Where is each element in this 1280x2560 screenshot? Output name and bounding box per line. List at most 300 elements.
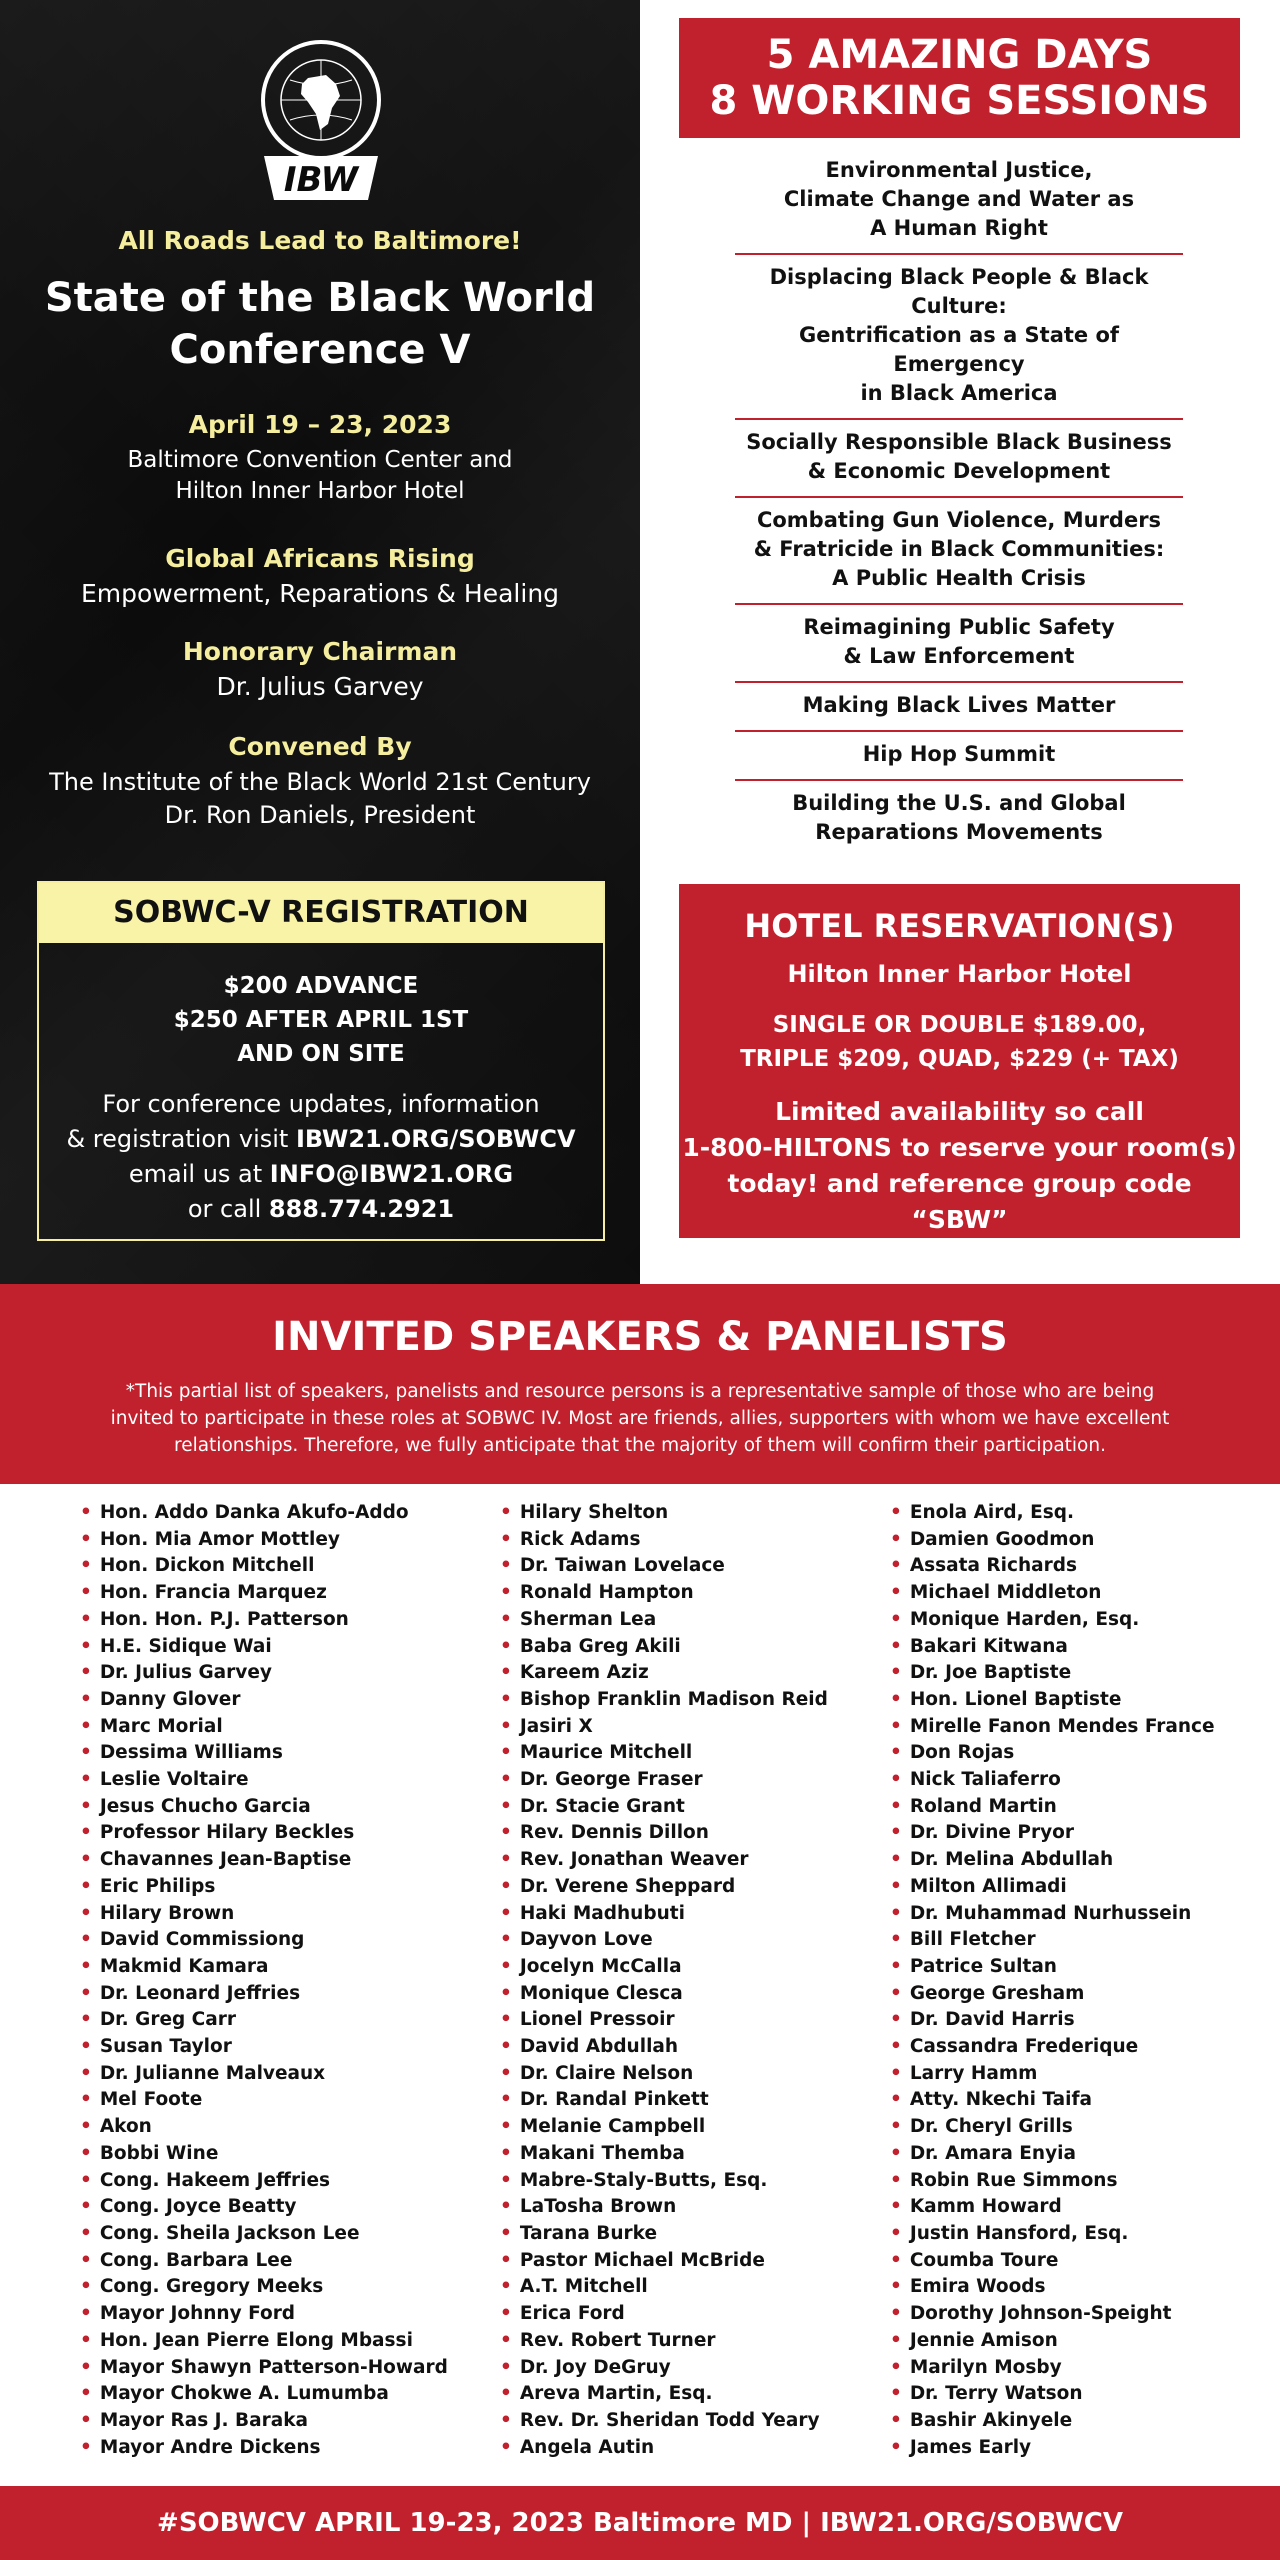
speaker-name: Cong. Sheila Jackson Lee <box>99 2222 360 2244</box>
bullet-icon: • <box>500 2329 512 2351</box>
registration-phone[interactable]: 888.774.2921 <box>268 1195 455 1223</box>
speaker-list-item <box>500 1954 828 1981</box>
speaker-list-item <box>500 1981 828 2008</box>
speaker-list-item <box>80 1687 448 1714</box>
bullet-icon: • <box>80 1528 92 1550</box>
bullet-icon: • <box>500 2383 512 2405</box>
speakers-column-3 <box>890 1500 1215 2461</box>
speaker-name: Damien Goodmon <box>909 1528 1095 1550</box>
speaker-list-item <box>80 2061 448 2088</box>
speaker-list-item <box>890 1927 1215 1954</box>
speaker-name: Makmid Kamara <box>99 1955 269 1977</box>
speaker-name: David Commissiong <box>99 1929 305 1951</box>
bullet-icon: • <box>80 1769 92 1791</box>
speaker-name: Dr. George Fraser <box>519 1769 703 1791</box>
speaker-name: Milton Allimadi <box>909 1875 1067 1897</box>
speaker-list-item <box>500 2061 828 2088</box>
hotel-heading: HOTEL RESERVATION(S) <box>744 907 1175 945</box>
bullet-icon: • <box>500 2116 512 2138</box>
speaker-name: Mabre-Staly-Butts, Esq. <box>519 2169 768 2191</box>
speaker-name: Bishop Franklin Madison Reid <box>519 1688 828 1710</box>
speaker-list-item <box>80 1874 448 1901</box>
bullet-icon: • <box>890 1795 902 1817</box>
bullet-icon: • <box>80 2356 92 2378</box>
hotel-call-info: Limited availability so call 1-800-HILTONS to reserve your room(s) today! and reference group code “SBW” <box>682 1097 1237 1234</box>
bullet-icon: • <box>500 1929 512 1951</box>
bullet-icon: • <box>500 2036 512 2058</box>
bullet-icon: • <box>80 1929 92 1951</box>
speaker-list-item <box>890 1553 1215 1580</box>
convened-heading: Convened By <box>228 732 412 761</box>
speaker-name: Dr. Verene Sheppard <box>519 1875 736 1897</box>
speaker-list-item <box>500 1820 828 1847</box>
speaker-name: Kareem Aziz <box>519 1662 649 1684</box>
bullet-icon: • <box>890 2169 902 2191</box>
hotel-name: Hilton Inner Harbor Hotel <box>787 960 1132 988</box>
speaker-name: Dr. Julius Garvey <box>99 1662 272 1684</box>
speaker-list-item <box>500 1553 828 1580</box>
speaker-list-item <box>500 1580 828 1607</box>
bullet-icon: • <box>80 1875 92 1897</box>
speaker-list-item <box>890 2168 1215 2195</box>
speaker-name: Atty. Nkechi Taifa <box>909 2089 1093 2111</box>
speaker-list-item <box>80 2141 448 2168</box>
speaker-list-item <box>500 2355 828 2382</box>
bullet-icon: • <box>80 1662 92 1684</box>
speaker-name: Mayor Johnny Ford <box>99 2303 296 2325</box>
bullet-icon: • <box>500 1555 512 1577</box>
speakers-column-1 <box>80 1500 448 2461</box>
hotel-reservation-box <box>679 884 1240 1238</box>
speakers-header <box>0 1284 1280 1484</box>
speaker-list-item <box>890 1820 1215 1847</box>
bullet-icon: • <box>890 2222 902 2244</box>
speaker-list-item <box>890 2141 1215 2168</box>
bullet-icon: • <box>80 2436 92 2458</box>
bullet-icon: • <box>500 2409 512 2431</box>
speaker-list-item <box>80 2007 448 2034</box>
speaker-name: Erica Ford <box>519 2303 625 2325</box>
bullet-icon: • <box>80 1955 92 1977</box>
bullet-icon: • <box>500 1502 512 1523</box>
speaker-list-item <box>80 2248 448 2275</box>
speaker-list-item <box>890 2034 1215 2061</box>
speaker-name: H.E. Sidique Wai <box>99 1635 272 1657</box>
speaker-name: Cong. Gregory Meeks <box>99 2276 324 2298</box>
speaker-list-item <box>80 1714 448 1741</box>
speaker-list-item <box>890 2087 1215 2114</box>
session-item: Building the U.S. and Global Reparations Movements <box>792 791 1126 844</box>
speaker-list-item <box>500 2301 828 2328</box>
conference-info-panel <box>0 0 640 1284</box>
speaker-list-item <box>890 2408 1215 2435</box>
speaker-name: Dr. Randal Pinkett <box>519 2089 709 2111</box>
bullet-icon: • <box>80 2303 92 2325</box>
speakers-title: INVITED SPEAKERS & PANELISTS <box>272 1314 1008 1360</box>
speaker-name: Cong. Hakeem Jeffries <box>99 2169 331 2191</box>
speaker-list-item <box>80 1981 448 2008</box>
bullet-icon: • <box>80 1822 92 1844</box>
bullet-icon: • <box>80 1982 92 2004</box>
speaker-name: Hon. Mia Amor Mottley <box>99 1528 340 1550</box>
ibw-logo <box>256 38 386 202</box>
bullet-icon: • <box>500 1982 512 2004</box>
speaker-name: Marilyn Mosby <box>909 2356 1062 2378</box>
speaker-name: Rev. Dennis Dillon <box>519 1822 709 1844</box>
speaker-name: Mayor Andre Dickens <box>99 2436 321 2458</box>
speaker-name: Mel Foote <box>99 2089 203 2111</box>
speaker-name: Jocelyn McCalla <box>519 1955 682 1977</box>
speaker-list-item <box>890 1500 1215 1527</box>
registration-box <box>37 881 605 1241</box>
speaker-list-item <box>890 2194 1215 2221</box>
speaker-list-item <box>890 2435 1215 2462</box>
speaker-name: Bashir Akinyele <box>909 2409 1073 2431</box>
speaker-list-item <box>890 2301 1215 2328</box>
speaker-list-item <box>500 1901 828 1928</box>
bullet-icon: • <box>500 1635 512 1657</box>
speaker-list-item <box>500 1794 828 1821</box>
bullet-icon: • <box>890 2249 902 2271</box>
bullet-icon: • <box>890 2329 902 2351</box>
speaker-name: Tarana Burke <box>519 2222 657 2244</box>
speaker-name: Eric Philips <box>99 1875 216 1897</box>
speaker-name: Jennie Amison <box>909 2329 1058 2351</box>
sessions-heading: 5 AMAZING DAYS 8 WORKING SESSIONS <box>679 18 1240 138</box>
speaker-list-item <box>80 2087 448 2114</box>
speaker-name: Melanie Campbell <box>519 2116 706 2138</box>
speaker-name: Baba Greg Akili <box>519 1635 681 1657</box>
chair-heading: Honorary Chairman <box>182 637 458 666</box>
speaker-name: James Early <box>909 2436 1032 2458</box>
bullet-icon: • <box>80 2009 92 2031</box>
bullet-icon: • <box>890 2036 902 2058</box>
speaker-list-item <box>80 2221 448 2248</box>
speaker-name: Justin Hansford, Esq. <box>909 2222 1129 2244</box>
session-item: Hip Hop Summit <box>735 732 1183 781</box>
speaker-list-item <box>80 1660 448 1687</box>
bullet-icon: • <box>890 1742 902 1764</box>
speaker-name: Areva Martin, Esq. <box>519 2383 713 2405</box>
speaker-name: Dr. Amara Enyia <box>909 2142 1076 2164</box>
speaker-list-item <box>500 2194 828 2221</box>
speaker-list-item <box>890 2114 1215 2141</box>
speaker-name: Leslie Voltaire <box>99 1769 249 1791</box>
bullet-icon: • <box>890 2436 902 2458</box>
speaker-list-item <box>500 1847 828 1874</box>
speaker-list-item <box>500 1607 828 1634</box>
bullet-icon: • <box>80 1688 92 1710</box>
bullet-icon: • <box>500 2303 512 2325</box>
bullet-icon: • <box>890 2383 902 2405</box>
bullet-icon: • <box>80 2409 92 2431</box>
speaker-name: Mayor Shawyn Patterson-Howard <box>99 2356 448 2378</box>
bullet-icon: • <box>500 1528 512 1550</box>
bullet-icon: • <box>890 2062 902 2084</box>
speaker-list-item <box>80 2435 448 2462</box>
bullet-icon: • <box>500 2009 512 2031</box>
speaker-name: Bill Fletcher <box>909 1929 1036 1951</box>
speaker-name: Rev. Jonathan Weaver <box>519 1849 749 1871</box>
bullet-icon: • <box>890 1902 902 1924</box>
speaker-list-item <box>890 1874 1215 1901</box>
bullet-icon: • <box>890 2303 902 2325</box>
speaker-list-item <box>80 1527 448 1554</box>
bullet-icon: • <box>80 2089 92 2111</box>
speaker-list-item <box>80 1634 448 1661</box>
speaker-list-item <box>500 2328 828 2355</box>
speaker-name: Pastor Michael McBride <box>519 2249 765 2271</box>
speaker-list-item <box>80 1500 448 1527</box>
bullet-icon: • <box>500 1662 512 1684</box>
speaker-name: Dr. Stacie Grant <box>519 1795 685 1817</box>
bullet-icon: • <box>80 1742 92 1764</box>
speaker-name: Rick Adams <box>519 1528 641 1550</box>
bullet-icon: • <box>500 2089 512 2111</box>
speaker-list-item <box>500 2248 828 2275</box>
speaker-list-item <box>500 1687 828 1714</box>
speaker-name: Bakari Kitwana <box>909 1635 1068 1657</box>
speaker-name: Dorothy Johnson-Speight <box>909 2303 1172 2325</box>
speaker-list-item <box>890 2061 1215 2088</box>
speaker-name: Bobbi Wine <box>99 2142 219 2164</box>
speaker-list-item <box>890 1981 1215 2008</box>
speaker-list-item <box>890 2274 1215 2301</box>
bullet-icon: • <box>500 1875 512 1897</box>
speaker-name: Lionel Pressoir <box>519 2009 675 2031</box>
bullet-icon: • <box>80 2196 92 2218</box>
bullet-icon: • <box>890 2196 902 2218</box>
speaker-list-item <box>80 1847 448 1874</box>
speaker-name: Danny Glover <box>99 1688 241 1710</box>
session-item: Displacing Black People & Black Culture: Gentrification as a State of Emergency in Black America <box>735 255 1183 420</box>
speaker-list-item <box>80 1553 448 1580</box>
speaker-name: Angela Autin <box>519 2436 655 2458</box>
speaker-list-item <box>500 1527 828 1554</box>
speakers-note: *This partial list of speakers, panelists and resource persons is a representative sample of those who are being invited to participate in these roles at SOBWC IV. Most are friends, allies, supporters with whom we have excellent relationships. Therefore, we fully anticipate that the majority of them will confirm their participation. <box>110 1381 1170 1456</box>
speaker-list-item <box>890 1607 1215 1634</box>
speaker-name: Sherman Lea <box>519 1608 657 1630</box>
bullet-icon: • <box>500 2276 512 2298</box>
speaker-name: Cong. Barbara Lee <box>99 2249 293 2271</box>
speaker-list-item <box>500 1660 828 1687</box>
speaker-name: Hon. Lionel Baptiste <box>909 1688 1122 1710</box>
speaker-name: Hon. Dickon Mitchell <box>99 1555 315 1577</box>
speaker-name: Mayor Ras J. Baraka <box>99 2409 308 2431</box>
speaker-name: Professor Hilary Beckles <box>99 1822 355 1844</box>
speaker-name: Monique Clesca <box>519 1982 683 2004</box>
bullet-icon: • <box>500 2196 512 2218</box>
speaker-name: Dr. Taiwan Lovelace <box>519 1555 725 1577</box>
speaker-list-item <box>500 1874 828 1901</box>
bullet-icon: • <box>80 1795 92 1817</box>
speaker-list-item <box>500 2007 828 2034</box>
speaker-name: Dr. Divine Pryor <box>909 1822 1074 1844</box>
bullet-icon: • <box>500 1822 512 1844</box>
speaker-list-item <box>500 1714 828 1741</box>
speaker-list-item <box>500 2034 828 2061</box>
speaker-name: Michael Middleton <box>909 1582 1102 1604</box>
speaker-name: Jasiri X <box>519 1715 593 1737</box>
bullet-icon: • <box>80 2249 92 2271</box>
bullet-icon: • <box>500 1742 512 1764</box>
speaker-list-item <box>80 1954 448 1981</box>
bullet-icon: • <box>890 1982 902 2004</box>
bullet-icon: • <box>80 2169 92 2191</box>
conference-date: April 19 – 23, 2023 <box>188 410 452 439</box>
bullet-icon: • <box>500 1769 512 1791</box>
bullet-icon: • <box>80 2116 92 2138</box>
hotel-rates: SINGLE OR DOUBLE $189.00, TRIPLE $209, QUAD, $229 (+ TAX) <box>740 1012 1179 1072</box>
speaker-list-item <box>80 2328 448 2355</box>
speaker-name: Susan Taylor <box>99 2036 232 2058</box>
sessions-list <box>735 148 1183 857</box>
bullet-icon: • <box>890 1635 902 1657</box>
speaker-list-item <box>80 2274 448 2301</box>
speaker-name: Robin Rue Simmons <box>909 2169 1118 2191</box>
speaker-name: Dr. Joe Baptiste <box>909 1662 1072 1684</box>
bullet-icon: • <box>890 1955 902 1977</box>
speaker-list-item <box>500 2141 828 2168</box>
speaker-list-item <box>80 2194 448 2221</box>
bullet-icon: • <box>500 1795 512 1817</box>
bullet-icon: • <box>890 1822 902 1844</box>
speaker-name: Dessima Williams <box>99 1742 283 1764</box>
bullet-icon: • <box>890 1528 902 1550</box>
bullet-icon: • <box>80 1608 92 1630</box>
speaker-list-item <box>500 2274 828 2301</box>
bullet-icon: • <box>80 2222 92 2244</box>
bullet-icon: • <box>80 2142 92 2164</box>
bullet-icon: • <box>80 1715 92 1737</box>
speaker-list-item <box>890 1687 1215 1714</box>
bullet-icon: • <box>890 1875 902 1897</box>
chair-name: Dr. Julius Garvey <box>216 672 424 701</box>
bullet-icon: • <box>890 1849 902 1871</box>
speaker-list-item <box>80 1580 448 1607</box>
speaker-list-item <box>500 1767 828 1794</box>
bullet-icon: • <box>890 1608 902 1630</box>
speaker-list-item <box>80 1901 448 1928</box>
bullet-icon: • <box>80 1502 92 1523</box>
speaker-name: Ronald Hampton <box>519 1582 694 1604</box>
speaker-name: Cassandra Frederique <box>909 2036 1139 2058</box>
bullet-icon: • <box>500 2169 512 2191</box>
speaker-list-item <box>80 2408 448 2435</box>
bullet-icon: • <box>890 2276 902 2298</box>
tagline: All Roads Lead to Baltimore! <box>118 226 522 255</box>
bullet-icon: • <box>80 1582 92 1604</box>
bullet-icon: • <box>80 2276 92 2298</box>
speaker-list-item <box>890 2221 1215 2248</box>
speaker-list-item <box>890 1660 1215 1687</box>
bullet-icon: • <box>500 2249 512 2271</box>
speaker-list-item <box>890 1847 1215 1874</box>
bullet-icon: • <box>890 2116 902 2138</box>
bullet-icon: • <box>500 1608 512 1630</box>
bullet-icon: • <box>500 2356 512 2378</box>
bullet-icon: • <box>500 2142 512 2164</box>
session-item: Combating Gun Violence, Murders & Fratricide in Black Communities: A Public Health Crisis <box>735 498 1183 605</box>
speaker-list-item <box>500 1740 828 1767</box>
speaker-list-item <box>890 2007 1215 2034</box>
speaker-name: Hon. Francia Marquez <box>99 1582 327 1604</box>
speaker-list-item <box>80 1820 448 1847</box>
speaker-list-item <box>500 2381 828 2408</box>
speaker-name: Chavannes Jean-Baptise <box>99 1849 352 1871</box>
bullet-icon: • <box>890 1502 902 1523</box>
bullet-icon: • <box>890 1929 902 1951</box>
speaker-list-item <box>890 1714 1215 1741</box>
speaker-name: Hon. Hon. P.J. Patterson <box>99 1608 349 1630</box>
bullet-icon: • <box>500 1582 512 1604</box>
speaker-name: Don Rojas <box>909 1742 1015 1764</box>
speaker-list-item <box>890 2381 1215 2408</box>
speaker-list-item <box>500 2435 828 2462</box>
speakers-column-2 <box>500 1500 828 2461</box>
speaker-name: Mayor Chokwe A. Lumumba <box>99 2383 389 2405</box>
speaker-name: Maurice Mitchell <box>519 1742 693 1764</box>
speaker-name: Dr. Melina Abdullah <box>909 1849 1114 1871</box>
registration-link[interactable]: IBW21.ORG/SOBWCV <box>295 1125 576 1153</box>
bullet-icon: • <box>890 2142 902 2164</box>
registration-info: For conference updates, information & registration visit IBW21.ORG/SOBWCV email us at INFO@IBW21.ORG or call 888.774.2921 <box>66 1090 576 1223</box>
bullet-icon: • <box>80 1902 92 1924</box>
registration-prices: $200 ADVANCE $250 AFTER APRIL 1ST AND ON SITE <box>173 973 469 1067</box>
session-item: Reimagining Public Safety & Law Enforcement <box>735 605 1183 683</box>
speaker-name: Monique Harden, Esq. <box>909 1608 1140 1630</box>
speaker-name: Coumba Toure <box>909 2249 1059 2271</box>
speaker-name: Rev. Robert Turner <box>519 2329 716 2351</box>
speaker-list-item <box>500 1634 828 1661</box>
speaker-list-item <box>890 2328 1215 2355</box>
bullet-icon: • <box>500 1955 512 1977</box>
speaker-name: Dayvon Love <box>519 1929 653 1951</box>
speaker-name: Hilary Shelton <box>519 1502 669 1523</box>
speaker-list-item <box>890 1740 1215 1767</box>
speaker-list-item <box>80 2114 448 2141</box>
speaker-name: Cong. Joyce Beatty <box>99 2196 297 2218</box>
speaker-name: Haki Madhubuti <box>519 1902 685 1924</box>
conference-title: State of the Black World Conference V <box>44 275 596 373</box>
speaker-list-item <box>80 2301 448 2328</box>
logo-text: IBW <box>283 160 359 200</box>
bullet-icon: • <box>890 1555 902 1577</box>
bullet-icon: • <box>500 1849 512 1871</box>
speaker-name: Dr. Cheryl Grills <box>909 2116 1073 2138</box>
convened-by: The Institute of the Black World 21st Century Dr. Ron Daniels, President <box>49 768 591 829</box>
speaker-name: Patrice Sultan <box>909 1955 1057 1977</box>
bullet-icon: • <box>500 2436 512 2458</box>
bullet-icon: • <box>80 2036 92 2058</box>
speaker-name: Enola Aird, Esq. <box>909 1502 1075 1523</box>
bullet-icon: • <box>80 2329 92 2351</box>
speaker-list-item <box>500 2114 828 2141</box>
speaker-name: Dr. Leonard Jeffries <box>99 1982 301 2004</box>
speaker-name: LaTosha Brown <box>519 2196 677 2218</box>
bullet-icon: • <box>890 1582 902 1604</box>
conference-venue: Baltimore Convention Center and Hilton Inner Harbor Hotel <box>127 447 513 504</box>
speaker-list-item <box>890 2355 1215 2382</box>
speaker-name: Marc Morial <box>99 1715 223 1737</box>
footer-banner: #SOBWCV APRIL 19-23, 2023 Baltimore MD | IBW21.ORG/SOBWCV <box>0 2486 1280 2560</box>
speaker-list-item <box>500 1927 828 1954</box>
speaker-name: Rev. Dr. Sheridan Todd Yeary <box>519 2409 820 2431</box>
speaker-list-item <box>890 1580 1215 1607</box>
speaker-list-item <box>80 2168 448 2195</box>
bullet-icon: • <box>80 1849 92 1871</box>
registration-email[interactable]: INFO@IBW21.ORG <box>269 1160 514 1188</box>
